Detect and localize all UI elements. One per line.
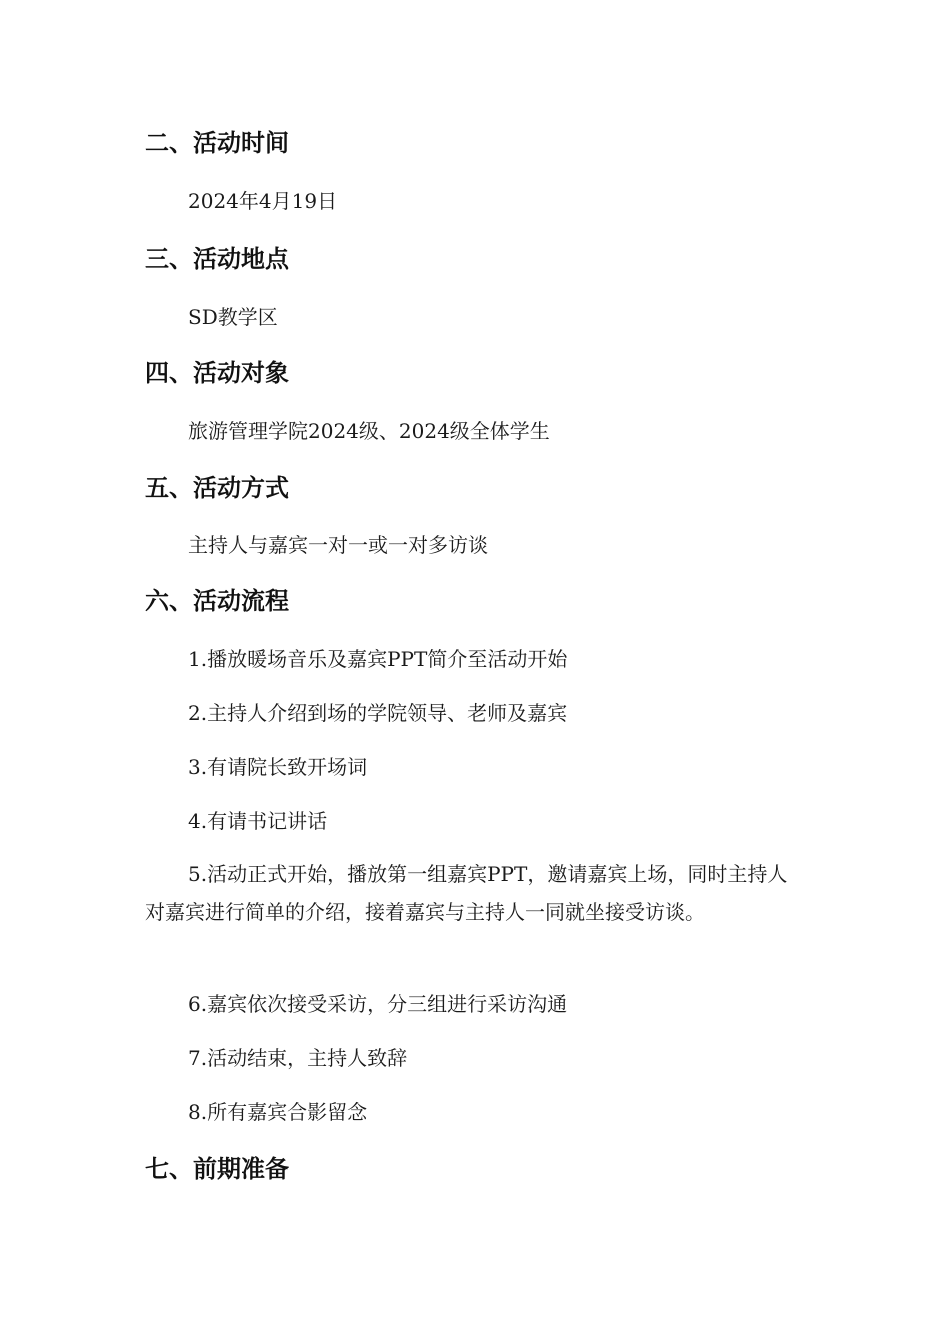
section-heading-time: 二、活动时间 (145, 129, 289, 157)
section-heading-location: 三、活动地点 (145, 245, 289, 273)
paragraph-audience: 旅游管理学院2024级、2024级全体学生 (188, 419, 550, 443)
process-step-6: 6.嘉宾依次接受采访，分三组进行采访沟通 (188, 992, 568, 1016)
paragraph-location: SD教学区 (188, 305, 278, 329)
process-step-2: 2.主持人介绍到场的学院领导、老师及嘉宾 (188, 701, 568, 725)
section-heading-process: 六、活动流程 (145, 587, 289, 615)
section-heading-audience: 四、活动对象 (145, 359, 289, 387)
paragraph-format: 主持人与嘉宾一对一或一对多访谈 (188, 533, 488, 557)
process-step-7: 7.活动结束，主持人致辞 (188, 1046, 408, 1070)
process-step-5: 5.活动正式开始，播放第一组嘉宾PPT，邀请嘉宾上场，同时主持人对嘉宾进行简单的介绍，接着嘉宾与主持人一同就坐接受访谈。 (145, 862, 788, 924)
section-heading-preparation: 七、前期准备 (145, 1155, 289, 1183)
process-step-4: 4.有请书记讲话 (188, 809, 328, 833)
process-step-1: 1.播放暖场音乐及嘉宾PPT简介至活动开始 (188, 647, 568, 671)
process-step-8: 8.所有嘉宾合影留念 (188, 1100, 368, 1124)
section-heading-format: 五、活动方式 (145, 474, 289, 502)
process-step-3: 3.有请院长致开场词 (188, 755, 368, 779)
paragraph-date: 2024年4月19日 (188, 189, 338, 213)
